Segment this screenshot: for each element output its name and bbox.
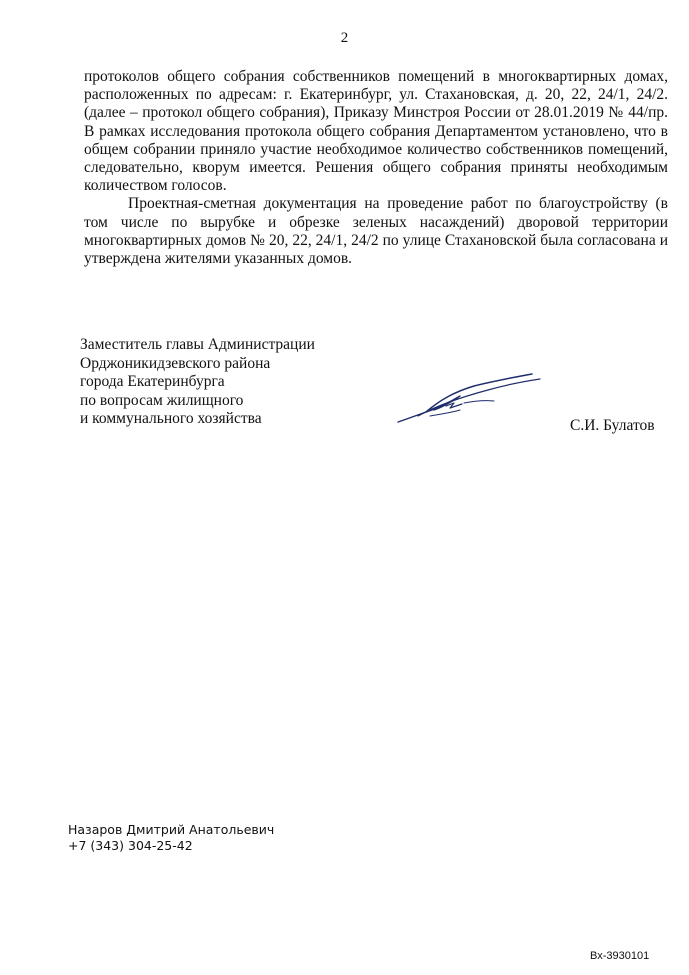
handwritten-signature <box>390 370 550 430</box>
signatory-position <box>80 336 315 429</box>
contact-phone: +7 (343) 304-25-42 <box>68 838 193 853</box>
letter-body <box>84 68 668 268</box>
contact-info <box>68 822 274 854</box>
position-line: Орджоникидзевского района <box>80 354 271 372</box>
position-line: Заместитель главы Администрации <box>80 336 315 353</box>
contact-name: Назаров Дмитрий Анатольевич <box>68 822 275 837</box>
document-code: Вх-3930101 <box>590 950 650 962</box>
page-number: 2 <box>340 30 349 46</box>
position-line: города Екатеринбурга <box>80 373 225 391</box>
position-line: по вопросам жилищного <box>80 391 244 409</box>
signatory-name: С.И. Булатов <box>570 417 655 434</box>
position-line: и коммунального хозяйства <box>80 410 262 428</box>
body-paragraph: Проектная-сметная документация на проведение работ по благоустройству (в том числе по вырубке и обрезке зеленых насаждений) дворовой территории многоквартирных домов № 20, 22, 24/1, 24/2 по улице Стахановской была согласована и утверждена жителями указанных домов. <box>84 195 668 268</box>
body-paragraph: протоколов общего собрания собственников помещений в многоквартирных домах, расположенных по адресам: г. Екатеринбург, ул. Стахановская, д. 20, 22, 24/1, 24/2. (далее – протокол общего собрания), Приказу Минстроя России от 28.01.2019 № 44/пр. В рамках исследования протокола общего собрания Департаментом установлено, что в общем собрании приняло участие необходимое количество собственников помещений, следовательно, кворум имеется. Решения общего собрания приняты необходимым количеством голосов. <box>84 68 668 195</box>
